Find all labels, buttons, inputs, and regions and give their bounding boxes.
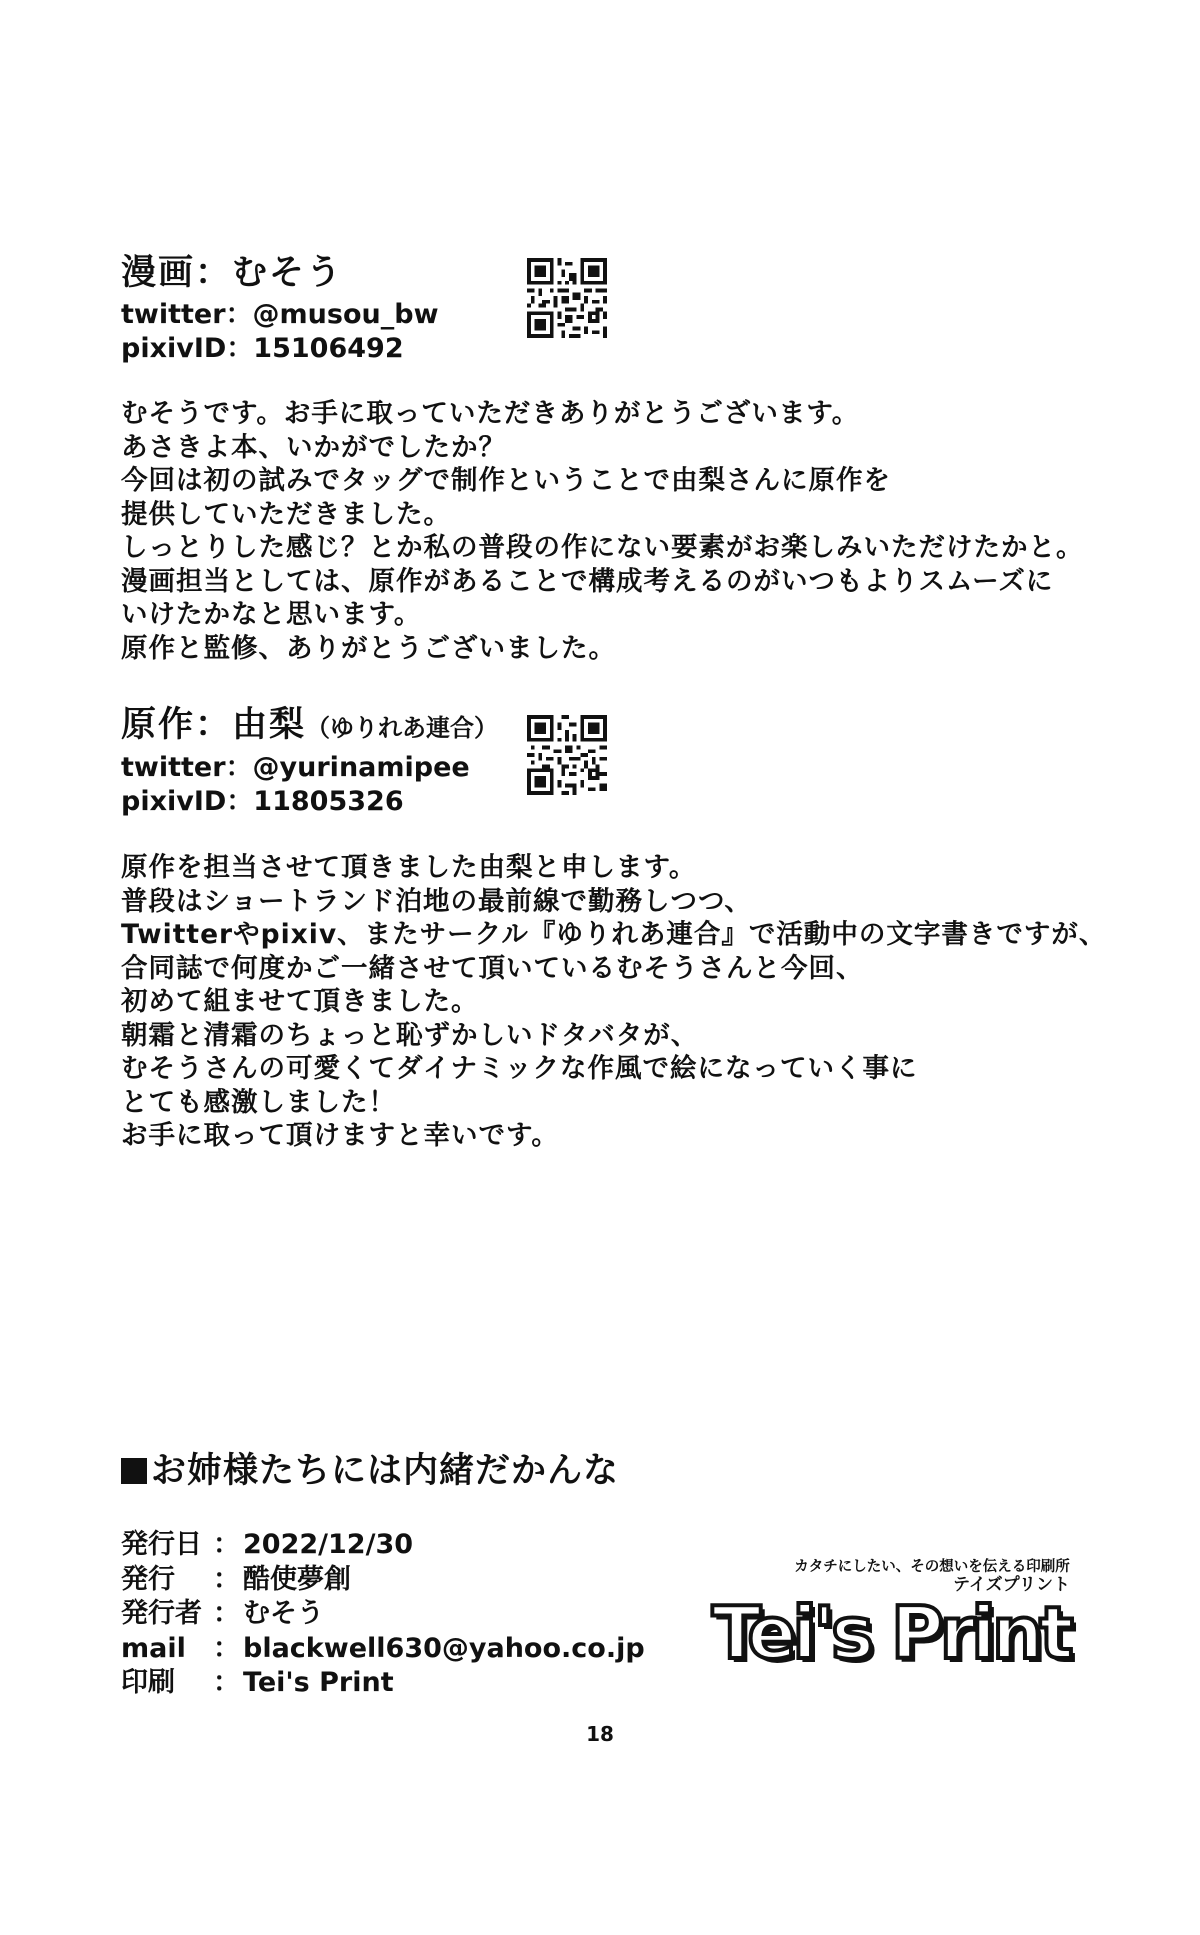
original-message-line: むそうさんの可愛くてダイナミックな作風で絵になっていく事に (121, 1053, 918, 1084)
original-message-line: Twitterやpixiv、またサークル『ゆりれあ連合』で活動中の文字書きですが、 (121, 919, 1107, 950)
colophon-key: 印刷 (121, 1667, 175, 1698)
colophon-colon: ： (213, 1632, 240, 1664)
colophon-row (121, 1632, 645, 1667)
manga-message-line: 漫画担当としては、原作があることで構成考えるのがいつもよりスムーズに (121, 565, 1054, 597)
original-message-line: お手に取って頂けますと幸いです。 (121, 1120, 559, 1151)
original-message-line: 普段はショートランド泊地の最前線で勤務しつつ、 (121, 885, 752, 917)
colophon-row (121, 1563, 645, 1598)
manga-heading (121, 252, 439, 294)
manga-role: 漫画 (121, 253, 196, 293)
original-credit (121, 704, 498, 819)
book-title-text: お姉様たちには内緒だかんな (151, 1451, 620, 1491)
book-title (121, 1450, 619, 1492)
manga-credit (121, 252, 439, 366)
colophon-key: 発行者 (121, 1598, 202, 1629)
printer-kana: テイズプリント (953, 1575, 1070, 1595)
original-message (121, 851, 1106, 1153)
manga-message-line: 原作と監修、ありがとうございました。 (121, 632, 616, 664)
manga-message-line: 今回は初の試みでタッグで制作ということで由梨さんに原作を (121, 465, 891, 496)
original-pixiv: pixivID：11805326 (121, 786, 404, 817)
square-bullet-icon (121, 1458, 147, 1484)
page-number: 18 (586, 1722, 614, 1746)
colophon-row (121, 1666, 645, 1701)
colophon-table (121, 1528, 645, 1701)
manga-sep: ： (195, 253, 233, 293)
colophon-key: 発行 (121, 1563, 175, 1595)
colophon-key: mail (121, 1632, 186, 1664)
original-message-line: とても感激しました！ (121, 1086, 396, 1118)
original-qr-code (527, 715, 607, 795)
colophon-colon: ： (213, 1529, 240, 1560)
colophon-row (121, 1528, 645, 1563)
manga-qr-code (527, 258, 607, 338)
original-message-line: 合同誌で何度かご一緒させて頂いているむそうさんと今回、 (121, 952, 864, 984)
colophon-colon: ： (213, 1667, 240, 1698)
manga-message-line: しっとりした感じ？とか私の普段の作にない要素がお楽しみいただけたかと。 (121, 532, 1084, 563)
original-name: 由梨 (232, 705, 307, 745)
original-sep: ： (195, 705, 233, 745)
printer-tagline: カタチにしたい、その想いを伝える印刷所 (794, 1559, 1070, 1575)
original-circle: （ゆりれあ連合） (306, 714, 499, 742)
printer-brand: Tei's Print (712, 1591, 1070, 1675)
colophon-value: 2022/12/30 (243, 1529, 414, 1560)
colophon-value: Tei's Print (243, 1667, 394, 1698)
manga-name: むそう (232, 253, 344, 293)
colophon-colon: ： (213, 1563, 240, 1595)
original-message-line: 朝霜と清霜のちょっと恥ずかしいドタバタが、 (121, 1019, 699, 1051)
colophon-row (121, 1597, 645, 1632)
manga-twitter: twitter：@musou_bw (121, 299, 439, 330)
original-message-line: 初めて組ませて頂きました。 (121, 986, 479, 1017)
colophon-value: blackwell630@yahoo.co.jp (243, 1632, 645, 1664)
manga-message-line: あさきよ本、いかがでしたか？ (121, 431, 506, 463)
manga-message-line: むそうです。お手に取っていただきありがとうございます。 (121, 398, 860, 429)
colophon-colon: ： (213, 1598, 240, 1629)
original-message-line: 原作を担当させて頂きました由梨と申します。 (121, 852, 697, 883)
original-twitter: twitter：@yurinamipee (121, 752, 470, 783)
colophon-key: 発行日 (121, 1529, 202, 1560)
original-heading (121, 704, 498, 749)
printer-logo (712, 1558, 1092, 1675)
manga-message-line: いけたかなと思います。 (121, 599, 422, 630)
manga-message-line: 提供していただきました。 (121, 498, 451, 530)
original-role: 原作 (121, 705, 196, 745)
manga-message (121, 397, 1084, 665)
colophon-value: 酷使夢創 (243, 1563, 351, 1595)
colophon-value: むそう (243, 1598, 324, 1629)
manga-pixiv: pixivID：15106492 (121, 333, 404, 364)
